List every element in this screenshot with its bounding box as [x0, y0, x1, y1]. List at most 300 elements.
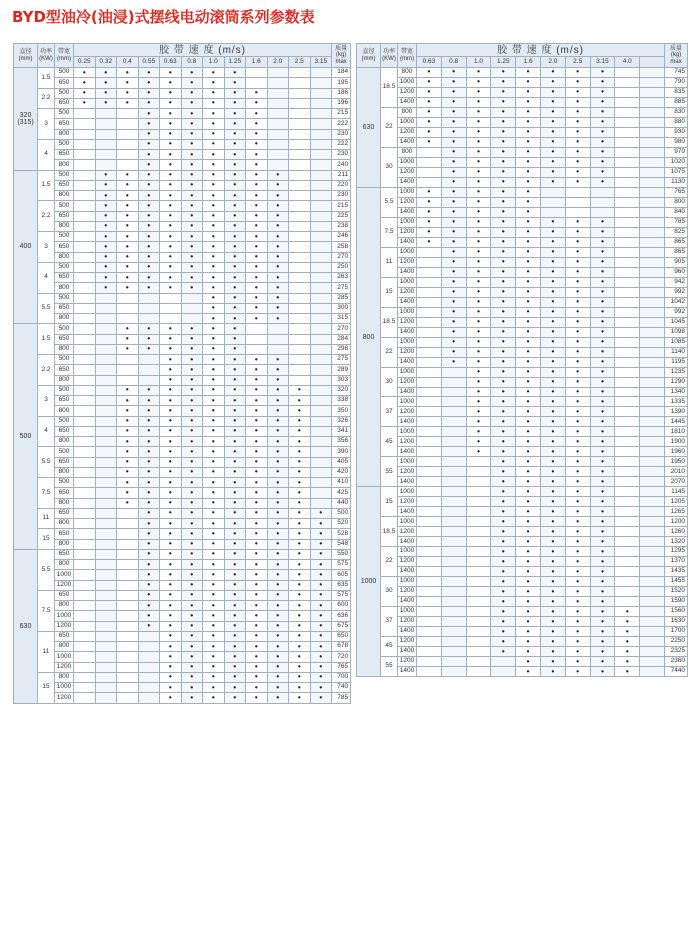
availability-dot: •	[125, 262, 129, 272]
speed-cell	[289, 88, 311, 98]
availability-dot: •	[601, 317, 604, 327]
speed-cell	[181, 662, 203, 672]
speed-cell	[565, 227, 590, 237]
availability-dot: •	[125, 190, 129, 200]
speed-cell	[224, 457, 246, 467]
speed-cell	[203, 652, 225, 662]
speed-cell	[160, 221, 182, 231]
power-cell: 1.5	[38, 324, 55, 355]
availability-dot: •	[211, 364, 215, 374]
speed-cell	[224, 601, 246, 611]
speed-cell	[224, 662, 246, 672]
availability-dot: •	[601, 347, 604, 357]
availability-dot: •	[551, 666, 555, 676]
availability-dot: •	[526, 656, 530, 666]
speed-cell	[181, 642, 203, 652]
diameter-value: 320	[19, 111, 32, 119]
availability-dot: •	[576, 436, 580, 446]
speed-cell	[160, 109, 182, 119]
availability-dot: •	[576, 167, 580, 177]
speed-cell	[466, 427, 491, 437]
speed-cell	[441, 427, 466, 437]
speed-cell	[516, 527, 541, 537]
speed-cell	[117, 385, 139, 395]
availability-dot: •	[501, 646, 505, 656]
availability-dot: •	[452, 337, 456, 347]
speed-cell	[441, 277, 466, 287]
availability-dot: •	[190, 416, 194, 426]
power-cell: 5.5	[38, 447, 55, 478]
speed-cell	[640, 457, 665, 467]
power-header	[38, 44, 55, 68]
speed-cell	[441, 117, 466, 127]
speed-cell	[246, 221, 268, 231]
speed-cell	[540, 147, 565, 157]
speed-cell	[160, 590, 182, 600]
speed-cell	[565, 187, 590, 197]
speed-cell	[95, 211, 117, 221]
speed-cell	[441, 457, 466, 467]
speed-cell	[491, 457, 516, 467]
availability-dot: •	[233, 395, 237, 405]
speed-cell	[203, 467, 225, 477]
availability-dot: •	[526, 67, 530, 77]
availability-dot: •	[190, 395, 194, 405]
availability-dot: •	[125, 457, 129, 467]
speed-cell	[181, 201, 203, 211]
speed-cell	[138, 693, 160, 703]
speed-cell	[181, 88, 203, 98]
speed-cell	[181, 385, 203, 395]
header-line: max	[335, 58, 347, 65]
speed-cell	[74, 672, 96, 682]
availability-dot: •	[501, 97, 505, 107]
availability-dot: •	[168, 118, 172, 128]
speed-cell	[441, 507, 466, 517]
availability-dot: •	[319, 549, 323, 559]
speed-cell	[466, 287, 491, 297]
availability-dot: •	[576, 257, 580, 267]
speed-cell	[565, 77, 590, 87]
availability-dot: •	[254, 498, 258, 508]
speed-cell	[466, 297, 491, 307]
availability-dot: •	[233, 262, 237, 272]
speed-cell	[565, 497, 590, 507]
speed-cell	[310, 355, 332, 365]
speed-cell	[590, 497, 615, 507]
availability-dot: •	[601, 506, 604, 516]
speed-cell	[117, 170, 139, 180]
speed-cell	[160, 570, 182, 580]
speed-cell	[181, 119, 203, 129]
speed-cell	[181, 601, 203, 611]
speed-cell	[117, 303, 139, 313]
availability-dot: •	[276, 590, 280, 600]
speed-cell	[516, 547, 541, 557]
availability-dot: •	[601, 297, 604, 307]
availability-dot: •	[82, 98, 86, 108]
speed-cell	[615, 547, 640, 557]
speed-cell	[310, 180, 332, 190]
speed-cell	[466, 637, 491, 647]
availability-dot: •	[501, 227, 505, 237]
speed-cell	[615, 427, 640, 437]
mass-cell: 350	[332, 406, 351, 416]
speed-cell	[640, 627, 665, 637]
availability-dot: •	[190, 67, 194, 77]
speed-cell	[74, 396, 96, 406]
availability-dot: •	[601, 337, 604, 347]
speed-cell	[224, 642, 246, 652]
availability-dot: •	[576, 626, 580, 636]
availability-dot: •	[147, 467, 151, 477]
speed-cell	[565, 447, 590, 457]
speed-cell	[224, 355, 246, 365]
diameter-cell	[14, 549, 38, 703]
table-row	[357, 327, 688, 337]
availability-dot: •	[168, 641, 172, 651]
speed-cell	[310, 662, 332, 672]
availability-dot: •	[168, 477, 172, 487]
header-row	[14, 44, 351, 57]
speed-cell	[466, 527, 491, 537]
availability-dot: •	[233, 487, 237, 497]
availability-dot: •	[190, 98, 194, 108]
availability-dot: •	[254, 303, 258, 313]
availability-dot: •	[297, 385, 301, 395]
speed-cell	[417, 527, 442, 537]
availability-dot: •	[526, 97, 530, 107]
speed-cell	[540, 207, 565, 217]
speed-cell	[565, 87, 590, 97]
speed-cell	[160, 488, 182, 498]
speed-cell	[224, 98, 246, 108]
speed-cell	[615, 227, 640, 237]
availability-dot: •	[233, 98, 237, 108]
speed-cell	[417, 247, 442, 257]
speed-cell	[491, 447, 516, 457]
speed-cell	[640, 147, 665, 157]
availability-dot: •	[625, 626, 629, 636]
table-row	[14, 631, 351, 641]
availability-dot: •	[551, 387, 555, 396]
speed-cell	[615, 507, 640, 517]
availability-dot: •	[276, 416, 280, 426]
speed-cell	[615, 217, 640, 227]
speed-cell	[540, 307, 565, 317]
availability-dot: •	[211, 190, 215, 200]
availability-dot: •	[501, 476, 505, 486]
availability-dot: •	[233, 129, 237, 139]
speed-cell	[267, 549, 289, 559]
mass-cell: 500	[332, 508, 351, 518]
speed-cell	[181, 273, 203, 283]
power-cell: 15	[381, 487, 398, 517]
width-cell: 1000	[398, 157, 417, 167]
availability-dot: •	[276, 518, 280, 528]
availability-dot: •	[276, 672, 280, 682]
table-row	[14, 344, 351, 354]
speed-cell	[74, 549, 96, 559]
width-cell: 1400	[398, 627, 417, 637]
speed-cell	[565, 627, 590, 637]
width-cell: 1400	[398, 177, 417, 187]
availability-dot: •	[297, 508, 301, 518]
parameter-table-left	[13, 43, 351, 704]
speed-cell	[640, 77, 665, 87]
speed-cell	[441, 297, 466, 307]
speed-cell	[441, 377, 466, 387]
width-cell: 800	[55, 129, 74, 139]
speed-cell	[516, 517, 541, 527]
availability-dot: •	[601, 596, 604, 606]
speed-cell	[441, 647, 466, 657]
speed-cell	[246, 693, 268, 703]
availability-dot: •	[452, 227, 456, 237]
diameter-value: 500	[19, 433, 32, 440]
speed-cell	[590, 387, 615, 397]
availability-dot: •	[211, 303, 215, 313]
availability-dot: •	[211, 108, 215, 118]
availability-dot: •	[297, 528, 301, 538]
table-row	[14, 334, 351, 344]
speed-cell	[246, 385, 268, 395]
speed-cell	[117, 262, 139, 272]
speed-cell	[615, 107, 640, 117]
speed-cell	[417, 337, 442, 347]
speed-cell	[310, 590, 332, 600]
mass-cell: 300	[332, 303, 351, 313]
speed-cell	[310, 201, 332, 211]
availability-dot: •	[576, 456, 580, 466]
speed-cell	[138, 406, 160, 416]
speed-cell	[203, 631, 225, 641]
speed-cell	[466, 97, 491, 107]
availability-dot: •	[501, 287, 505, 297]
speed-cell	[74, 314, 96, 324]
mass-cell: 1560	[665, 607, 688, 617]
speed-cell	[565, 597, 590, 607]
availability-dot: •	[551, 576, 555, 586]
speed-cell	[640, 417, 665, 427]
width-cell: 500	[55, 385, 74, 395]
table-row	[14, 396, 351, 406]
speed-cell	[310, 150, 332, 160]
speed-cell	[289, 570, 311, 580]
speed-cell	[417, 157, 442, 167]
availability-dot: •	[477, 97, 480, 107]
availability-dot: •	[168, 682, 172, 692]
availability-dot: •	[168, 426, 172, 436]
speed-cell	[310, 221, 332, 231]
availability-dot: •	[576, 556, 580, 566]
speed-cell	[565, 517, 590, 527]
mass-cell: 303	[332, 375, 351, 385]
speed-cell	[267, 611, 289, 621]
availability-dot: •	[190, 549, 194, 559]
speed-cell	[491, 497, 516, 507]
availability-dot: •	[576, 416, 580, 426]
speed-cell	[181, 98, 203, 108]
speed-cell	[565, 237, 590, 247]
speed-cell	[160, 160, 182, 170]
power-cell: 3	[38, 385, 55, 416]
availability-dot: •	[576, 277, 580, 287]
speed-cell	[246, 273, 268, 283]
speed-cell	[289, 406, 311, 416]
speed-cell	[615, 247, 640, 257]
speed-cell	[441, 77, 466, 87]
speed-cell	[491, 407, 516, 417]
speed-cell	[203, 539, 225, 549]
speed-cell	[565, 157, 590, 167]
speed-cell	[246, 447, 268, 457]
speed-cell	[267, 129, 289, 139]
speed-cell	[540, 357, 565, 367]
speed-cell	[590, 227, 615, 237]
width-cell: 1000	[398, 367, 417, 377]
speed-cell	[516, 237, 541, 247]
speed-cell	[289, 539, 311, 549]
width-cell: 500	[55, 262, 74, 272]
mass-cell: 880	[665, 117, 688, 127]
speed-cell	[95, 519, 117, 529]
speed-cell	[310, 139, 332, 149]
speed-cell	[95, 662, 117, 672]
speed-cell	[267, 375, 289, 385]
availability-dot: •	[501, 267, 505, 277]
availability-dot: •	[190, 108, 194, 118]
width-cell: 1000	[398, 217, 417, 227]
speed-cell	[417, 187, 442, 197]
width-cell: 650	[55, 273, 74, 283]
availability-dot: •	[526, 317, 530, 327]
width-cell: 800	[55, 642, 74, 652]
table-row	[357, 487, 688, 497]
availability-dot: •	[551, 546, 555, 556]
availability-dot: •	[233, 600, 237, 610]
availability-dot: •	[501, 117, 505, 127]
availability-dot: •	[452, 267, 456, 277]
header-row	[357, 44, 688, 57]
availability-dot: •	[601, 247, 604, 257]
availability-dot: •	[297, 621, 301, 631]
diameter-cell	[14, 68, 38, 171]
availability-dot: •	[211, 282, 215, 292]
availability-dot: •	[526, 277, 530, 287]
header-line: (kg)	[335, 52, 347, 59]
speed-cell	[117, 611, 139, 621]
availability-dot: •	[501, 626, 505, 636]
mass-cell: 1445	[665, 417, 688, 427]
speed-cell	[491, 627, 516, 637]
speed-cell	[203, 170, 225, 180]
speed-cell	[224, 375, 246, 385]
speed-cell	[615, 167, 640, 177]
speed-cell	[138, 570, 160, 580]
table-row	[14, 611, 351, 621]
width-cell: 500	[55, 170, 74, 180]
power-cell: 7.5	[38, 478, 55, 509]
width-cell: 1000	[398, 307, 417, 317]
speed-cell	[160, 642, 182, 652]
mass-cell: 790	[665, 77, 688, 87]
speed-cell	[203, 498, 225, 508]
speed-cell	[74, 642, 96, 652]
availability-dot: •	[501, 566, 505, 576]
speed-cell	[466, 437, 491, 447]
speed-cell	[267, 273, 289, 283]
availability-dot: •	[551, 107, 555, 117]
header-line: 功率	[382, 48, 395, 55]
availability-dot: •	[526, 157, 530, 167]
speed-cell	[117, 232, 139, 242]
availability-dot: •	[297, 662, 301, 672]
speed-cell	[565, 347, 590, 357]
table-row	[357, 507, 688, 517]
availability-dot: •	[254, 385, 258, 395]
availability-dot: •	[168, 446, 172, 456]
speed-cell	[516, 467, 541, 477]
power-cell: 22	[381, 107, 398, 147]
availability-dot: •	[190, 662, 194, 672]
mass-cell: 222	[332, 119, 351, 129]
speed-cell	[441, 227, 466, 237]
speed-cell	[289, 98, 311, 108]
availability-dot: •	[477, 317, 480, 327]
table-row	[357, 447, 688, 457]
speed-cell	[310, 447, 332, 457]
header-line: (mm)	[57, 55, 71, 62]
availability-dot: •	[147, 159, 151, 169]
table-row	[357, 227, 688, 237]
table-row	[357, 317, 688, 327]
speed-column-header: 1.0	[203, 57, 225, 68]
speed-cell	[224, 621, 246, 631]
speed-cell	[417, 417, 442, 427]
availability-dot: •	[601, 546, 604, 556]
speed-cell	[640, 507, 665, 517]
width-header	[398, 44, 417, 68]
speed-cell	[310, 478, 332, 488]
speed-cell	[74, 303, 96, 313]
speed-cell	[540, 477, 565, 487]
availability-dot: •	[254, 395, 258, 405]
availability-dot: •	[526, 247, 530, 257]
speed-cell	[289, 478, 311, 488]
availability-dot: •	[276, 364, 280, 374]
availability-dot: •	[168, 590, 172, 600]
speed-cell	[267, 539, 289, 549]
speed-cell	[95, 611, 117, 621]
speed-cell	[203, 150, 225, 160]
availability-dot: •	[297, 631, 301, 641]
speed-cell	[267, 109, 289, 119]
speed-cell	[491, 177, 516, 187]
speed-cell	[590, 337, 615, 347]
availability-dot: •	[211, 692, 215, 702]
availability-dot: •	[190, 518, 194, 528]
speed-cell	[417, 467, 442, 477]
availability-dot: •	[190, 631, 194, 641]
table-row	[14, 252, 351, 262]
availability-dot: •	[125, 426, 129, 436]
speed-cell	[289, 508, 311, 518]
speed-cell	[203, 529, 225, 539]
speed-cell	[203, 570, 225, 580]
availability-dot: •	[125, 498, 129, 508]
availability-dot: •	[601, 486, 604, 496]
